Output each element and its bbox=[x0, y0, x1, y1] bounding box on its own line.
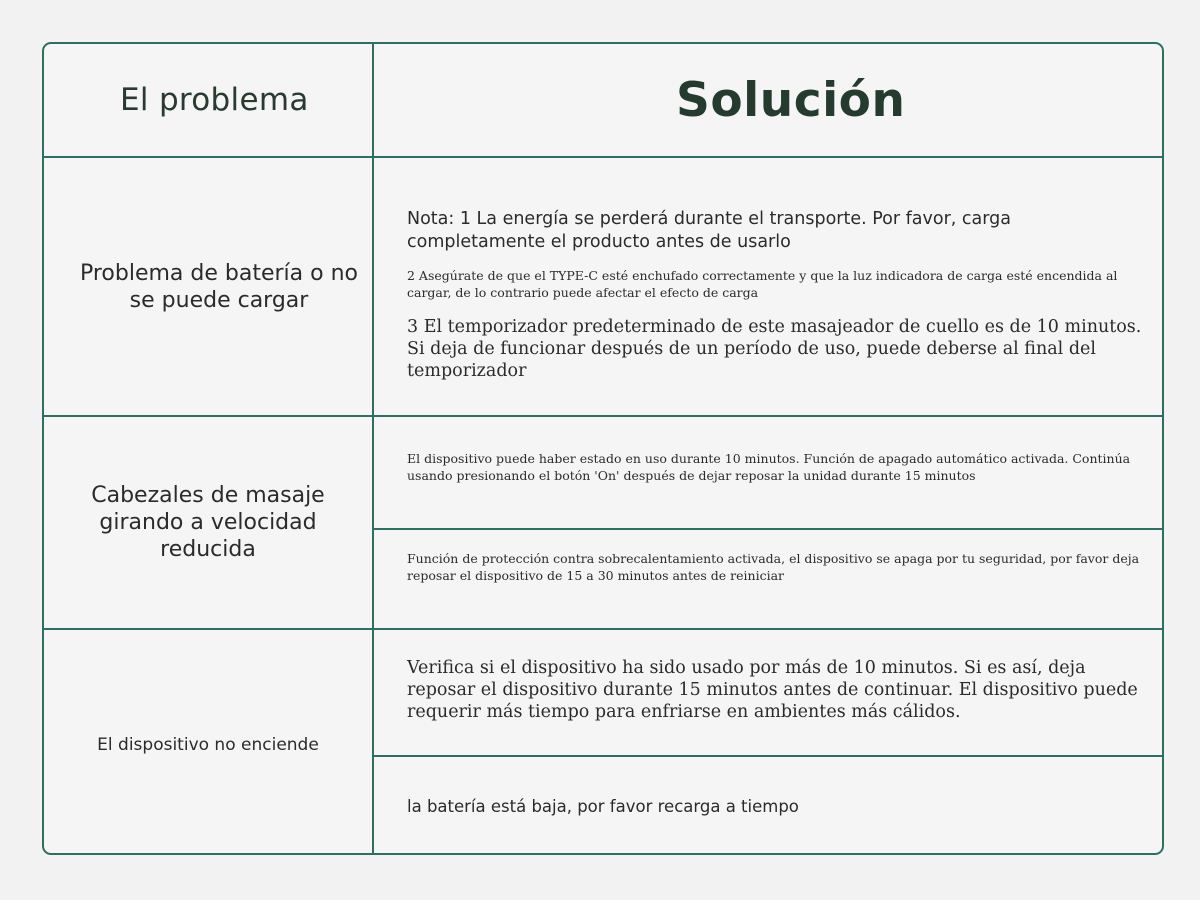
problem-cell-battery bbox=[44, 158, 372, 415]
solution-overheat: Función de protección contra sobrecalentamiento activada, el dispositivo se apaga por tu seguridad, por favor deja reposar el dispositivo de 15 a 30 minutos antes de reiniciar bbox=[407, 551, 1140, 583]
solution-auto-off: El dispositivo puede haber estado en uso durante 10 minutos. Función de apagado automático activada. Continúa usando presionando el botón 'On' después de dejar reposar la unidad durante 15 minutos bbox=[407, 451, 1131, 483]
solution-note-1: Nota: 1 La energía se perderá durante el transporte. Por favor, carga completamente el producto antes de usarlo bbox=[407, 209, 1011, 252]
solution-note-3: 3 El temporizador predeterminado de este masajeador de cuello es de 10 minutos. Si deja de funcionar después de un período de uso, puede deberse al final del temporizador bbox=[407, 317, 1142, 381]
problem-cell-power bbox=[44, 630, 372, 855]
solution-header-cell bbox=[374, 44, 1164, 156]
solution-cell-speed-1 bbox=[374, 417, 1164, 528]
problem-cell-speed bbox=[44, 417, 372, 628]
problem-speed-text: Cabezales de masaje girando a velocidad reducida bbox=[91, 483, 325, 562]
troubleshooting-table bbox=[42, 42, 1164, 855]
solution-low-battery: la batería está baja, por favor recarga a tiempo bbox=[407, 796, 799, 816]
problem-battery-text: Problema de batería o no se puede cargar bbox=[79, 260, 358, 313]
problem-power-text: El dispositivo no enciende bbox=[97, 734, 319, 755]
solution-column-header: Solución bbox=[676, 72, 906, 128]
problem-header-cell bbox=[44, 44, 372, 156]
solution-cell-speed-2 bbox=[374, 530, 1164, 628]
solution-cooldown: Verifica si el dispositivo ha sido usado por más de 10 minutos. Si es así, deja reposar el dispositivo durante 15 minutos antes de continuar. El dispositivo puede requerir más tiempo para enfriarse en ambientes más cálidos. bbox=[407, 658, 1138, 722]
solution-note-2: 2 Asegúrate de que el TYPE-C esté enchufado correctamente y que la luz indicadora de carga esté encendida al cargar, de lo contrario puede afectar el efecto de carga bbox=[407, 268, 1118, 300]
problem-column-header: El problema bbox=[120, 82, 309, 118]
solution-cell-power-1 bbox=[374, 630, 1164, 755]
solution-cell-battery bbox=[374, 158, 1164, 415]
solution-cell-power-2 bbox=[374, 757, 1164, 855]
